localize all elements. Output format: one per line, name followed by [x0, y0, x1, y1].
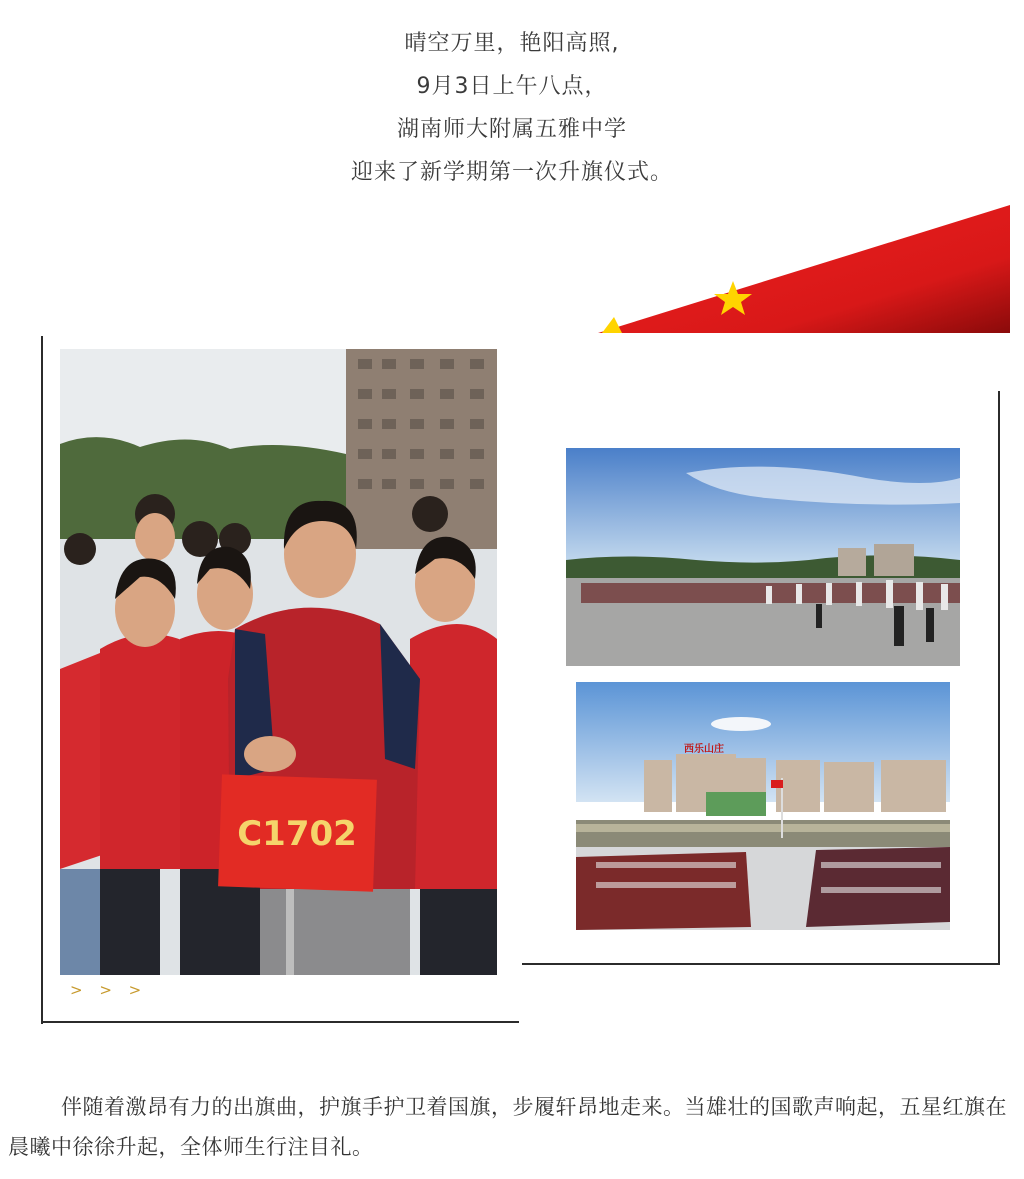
red-flag-icon — [598, 205, 1012, 335]
assembly-photo — [576, 682, 950, 930]
rooftop-sign: 西乐山庄 — [684, 744, 724, 755]
students-photo — [60, 349, 497, 975]
left-frame-horizontal — [41, 1021, 519, 1023]
left-frame-vertical — [41, 336, 43, 1024]
intro-line-3: 湖南师大附属五雅中学 — [396, 117, 627, 142]
body-paragraph: 伴随着激昂有力的出旗曲，护旗手护卫着国旗，步履轩昂地走来。当雄壮的国歌声响起，五星红旗在晨曦中徐徐升起，全体师生行注目礼。 — [8, 1095, 1007, 1159]
sign-text: C1702 — [237, 814, 357, 854]
right-frame-vertical — [998, 391, 1000, 965]
intro-line-4: 迎来了新学期第一次升旗仪式。 — [350, 160, 673, 185]
crowd-field-photo — [566, 448, 960, 666]
intro-line-1: 晴空万里，艳阳高照, — [404, 31, 620, 56]
more-arrows: > > > — [70, 981, 148, 999]
right-frame-horizontal — [522, 963, 1000, 965]
intro-line-2: 9月3日上午八点， — [416, 74, 608, 99]
intro-text — [0, 22, 1024, 194]
